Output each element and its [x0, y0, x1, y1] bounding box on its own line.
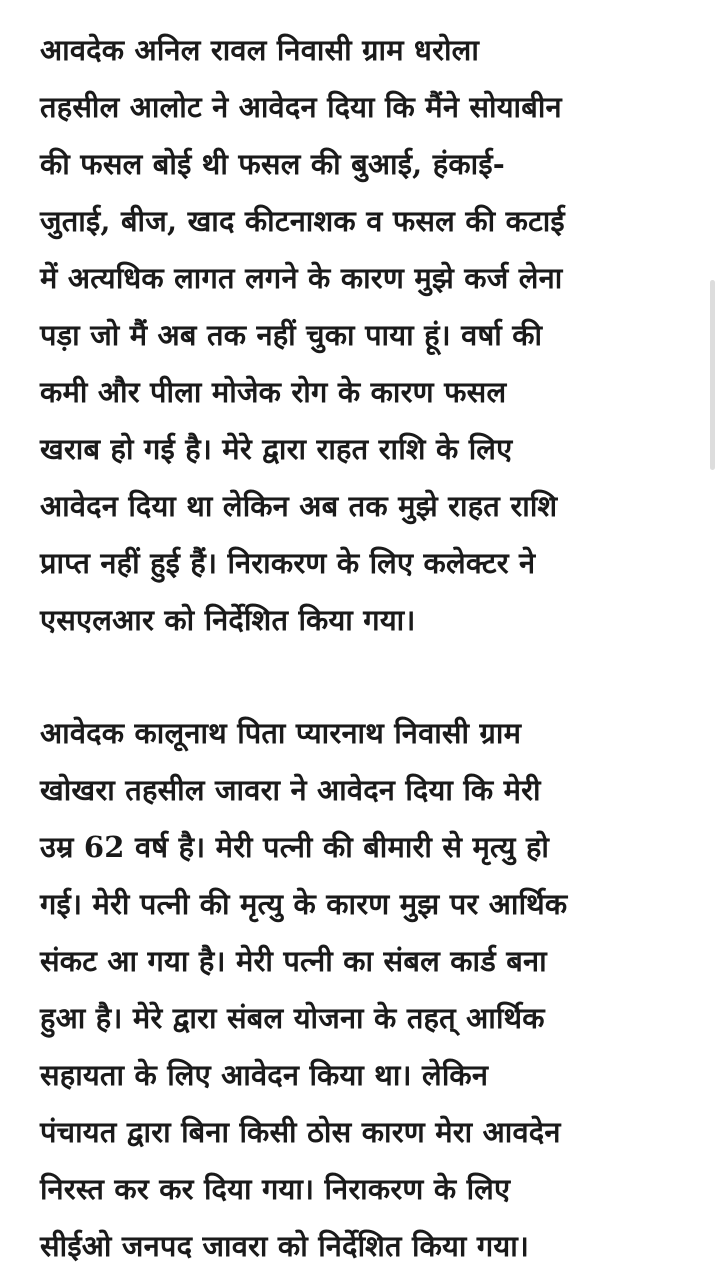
article-body	[40, 22, 690, 1275]
article-paragraph: आवदेक अनिल रावल निवासी ग्राम धरोला तहसील आलोट ने आवेदन दिया कि मैंने सोयाबीन की फसल बोई थी फसल की बुआई, हंकाई- जुताई, बीज, खाद कीटनाशक व फसल की कटाई में अत्यधिक लागत लगने के कारण मुझे कर्ज लेना पड़ा जो मैं अब तक नहीं चुका पाया हूं। वर्षा की कमी और पीला मोजेक रोग के कारण फसल खराब हो गई है। मेरे द्वारा राहत राशि के लिए आवेदन दिया था लेकिन अब तक मुझे राहत राशि प्राप्त नहीं हुई हैं। निराकरण के लिए कलेक्टर ने एसएलआर को निर्देशित किया गया।	[40, 33, 565, 637]
article-paragraph: आवेदक कालूनाथ पिता प्यारनाथ निवासी ग्राम खोखरा तहसील जावरा ने आवेदन दिया कि मेरी उम्र 62 वर्ष है। मेरी पत्नी की बीमारी से मृत्यु हो गई। मेरी पत्नी की मृत्यु के कारण मुझ पर आर्थिक संकट आ गया है। मेरी पत्नी का संबल कार्ड बना हुआ है। मेरे द्वारा संबल योजना के तहत् आर्थिक सहायता के लिए आवेदन किया था। लेकिन पंचायत द्वारा बिना किसी ठोस कारण मेरा आवदेन निरस्त कर कर दिया गया। निराकरण के लिए सीईओ जनपद जावरा को निर्देशित किया गया।	[40, 716, 568, 1263]
scrollbar[interactable]	[710, 280, 715, 470]
